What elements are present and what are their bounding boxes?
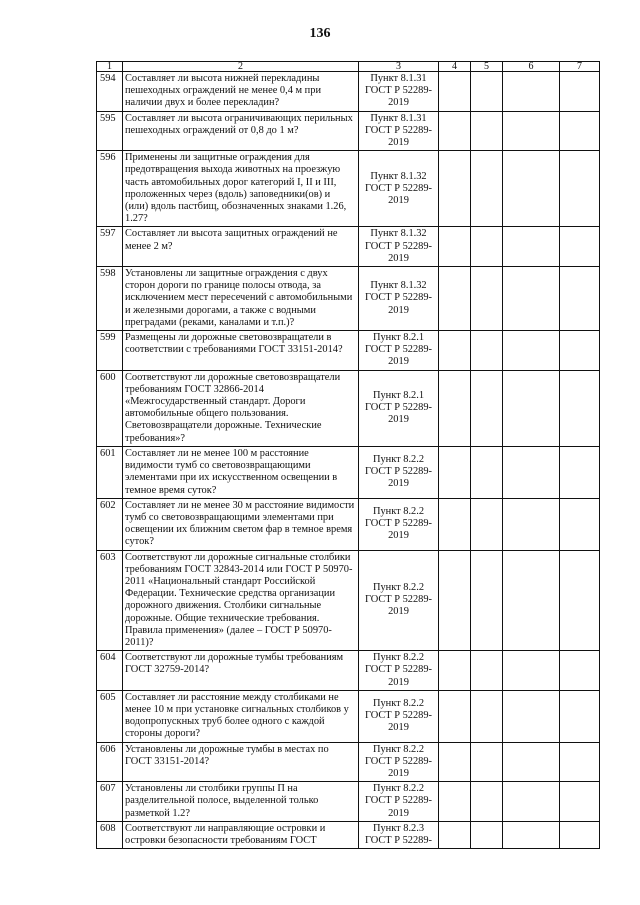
answer-cell-6 <box>503 72 560 112</box>
table-row <box>97 331 600 371</box>
answer-cell-5 <box>471 446 503 498</box>
answer-cell-7 <box>560 267 600 331</box>
table-row <box>97 111 600 151</box>
reference-cell: Пункт 8.1.31 ГОСТ Р 52289-2019 <box>359 111 439 151</box>
answer-cell-6 <box>503 651 560 691</box>
question-cell: Соответствуют ли дорожные тумбы требованиям ГОСТ 32759-2014? <box>123 651 359 691</box>
answer-cell-6 <box>503 111 560 151</box>
answer-cell-7 <box>560 331 600 371</box>
row-number: 607 <box>97 782 123 822</box>
answer-cell-4 <box>439 370 471 446</box>
answer-cell-6 <box>503 498 560 550</box>
row-number: 599 <box>97 331 123 371</box>
reference-cell: Пункт 8.2.2 ГОСТ Р 52289-2019 <box>359 498 439 550</box>
reference-cell: Пункт 8.2.2 ГОСТ Р 52289-2019 <box>359 446 439 498</box>
answer-cell-4 <box>439 446 471 498</box>
answer-cell-4 <box>439 331 471 371</box>
answer-cell-7 <box>560 151 600 227</box>
answer-cell-7 <box>560 651 600 691</box>
reference-cell: Пункт 8.2.2 ГОСТ Р 52289-2019 <box>359 550 439 651</box>
table-row <box>97 370 600 446</box>
table-row <box>97 151 600 227</box>
answer-cell-6 <box>503 370 560 446</box>
answer-cell-5 <box>471 227 503 267</box>
answer-cell-5 <box>471 111 503 151</box>
row-number: 595 <box>97 111 123 151</box>
answer-cell-7 <box>560 72 600 112</box>
question-cell: Соответствуют ли дорожные световозвращатели требованиям ГОСТ 32866-2014 «Межгосударственный стандарт. Дороги автомобильные общего пользования. Световозвращатели дорожные. Технические требования»? <box>123 370 359 446</box>
table-row <box>97 821 600 848</box>
answer-cell-5 <box>471 331 503 371</box>
reference-cell: Пункт 8.2.1 ГОСТ Р 52289-2019 <box>359 370 439 446</box>
answer-cell-6 <box>503 227 560 267</box>
table-row <box>97 782 600 822</box>
row-number: 605 <box>97 690 123 742</box>
answer-cell-7 <box>560 370 600 446</box>
table-row <box>97 550 600 651</box>
answer-cell-5 <box>471 651 503 691</box>
question-cell: Составляет ли не менее 100 м расстояние видимости тумб со световозвращающими элементами при их искусственном освещении в темное время суток? <box>123 446 359 498</box>
page-number: 136 <box>309 26 331 41</box>
reference-cell: Пункт 8.2.1 ГОСТ Р 52289-2019 <box>359 331 439 371</box>
answer-cell-6 <box>503 742 560 782</box>
answer-cell-6 <box>503 690 560 742</box>
answer-cell-6 <box>503 550 560 651</box>
question-cell: Установлены ли столбики группы П на разделительной полосе, выделенной только разметкой 1.2? <box>123 782 359 822</box>
answer-cell-4 <box>439 151 471 227</box>
column-header: 3 <box>359 62 439 72</box>
answer-cell-7 <box>560 446 600 498</box>
answer-cell-7 <box>560 550 600 651</box>
table-row <box>97 498 600 550</box>
row-number: 600 <box>97 370 123 446</box>
reference-cell: Пункт 8.2.2 ГОСТ Р 52289-2019 <box>359 782 439 822</box>
question-cell: Составляет ли не менее 30 м расстояние видимости тумб со световозвращающими элементами при освещении их ближним светом фар в темное время суток? <box>123 498 359 550</box>
row-number: 603 <box>97 550 123 651</box>
answer-cell-7 <box>560 498 600 550</box>
question-cell: Установлены ли защитные ограждения с двух сторон дороги по границе полосы отвода, за исключением мест пересечений с автомобильными и железными дорогами, а также с водными преградами (реками, каналами и т.п.)? <box>123 267 359 331</box>
table-row <box>97 267 600 331</box>
answer-cell-6 <box>503 267 560 331</box>
reference-cell: Пункт 8.2.2 ГОСТ Р 52289-2019 <box>359 742 439 782</box>
answer-cell-4 <box>439 111 471 151</box>
row-number: 601 <box>97 446 123 498</box>
reference-cell: Пункт 8.2.3 ГОСТ Р 52289- <box>359 821 439 848</box>
answer-cell-5 <box>471 550 503 651</box>
question-cell: Размещены ли дорожные световозвращатели в соответствии с требованиями ГОСТ 33151-2014? <box>123 331 359 371</box>
column-header: 1 <box>97 62 123 72</box>
row-number: 598 <box>97 267 123 331</box>
question-cell: Составляет ли высота нижней перекладины пешеходных ограждений не менее 0,4 м при наличии двух и более перекладин? <box>123 72 359 112</box>
answer-cell-5 <box>471 267 503 331</box>
column-header: 6 <box>503 62 560 72</box>
answer-cell-5 <box>471 370 503 446</box>
checklist-table <box>96 61 600 849</box>
answer-cell-7 <box>560 227 600 267</box>
table-row <box>97 742 600 782</box>
question-cell: Составляет ли расстояние между столбиками не менее 10 м при установке сигнальных столбиков у водопропускных труб более одного с каждой стороны дороги? <box>123 690 359 742</box>
table-row <box>97 446 600 498</box>
answer-cell-5 <box>471 151 503 227</box>
reference-cell: Пункт 8.1.32 ГОСТ Р 52289-2019 <box>359 151 439 227</box>
table-row <box>97 72 600 112</box>
row-number: 608 <box>97 821 123 848</box>
table-row <box>97 651 600 691</box>
table-row <box>97 690 600 742</box>
answer-cell-5 <box>471 498 503 550</box>
answer-cell-4 <box>439 72 471 112</box>
answer-cell-7 <box>560 742 600 782</box>
column-header: 5 <box>471 62 503 72</box>
question-cell: Составляет ли высота защитных ограждений не менее 2 м? <box>123 227 359 267</box>
answer-cell-5 <box>471 72 503 112</box>
question-cell: Соответствуют ли дорожные сигнальные столбики требованиям ГОСТ 32843-2014 или ГОСТ Р 50970-2011 «Национальный стандарт Российской Федерации. Технические средства организации дорожного движения. Столбики сигнальные дорожные. Общие технические требования. Правила применения» (далее – ГОСТ Р 50970-2011)? <box>123 550 359 651</box>
row-number: 594 <box>97 72 123 112</box>
answer-cell-7 <box>560 821 600 848</box>
answer-cell-5 <box>471 690 503 742</box>
answer-cell-4 <box>439 742 471 782</box>
answer-cell-7 <box>560 690 600 742</box>
answer-cell-4 <box>439 782 471 822</box>
column-header: 7 <box>560 62 600 72</box>
row-number: 596 <box>97 151 123 227</box>
answer-cell-5 <box>471 782 503 822</box>
column-header: 4 <box>439 62 471 72</box>
reference-cell: Пункт 8.2.2 ГОСТ Р 52289-2019 <box>359 690 439 742</box>
reference-cell: Пункт 8.2.2 ГОСТ Р 52289-2019 <box>359 651 439 691</box>
answer-cell-6 <box>503 151 560 227</box>
answer-cell-6 <box>503 446 560 498</box>
answer-cell-4 <box>439 690 471 742</box>
answer-cell-6 <box>503 821 560 848</box>
answer-cell-4 <box>439 821 471 848</box>
answer-cell-6 <box>503 331 560 371</box>
table-row <box>97 227 600 267</box>
answer-cell-4 <box>439 550 471 651</box>
answer-cell-4 <box>439 267 471 331</box>
answer-cell-7 <box>560 782 600 822</box>
reference-cell: Пункт 8.1.32 ГОСТ Р 52289-2019 <box>359 267 439 331</box>
answer-cell-7 <box>560 111 600 151</box>
answer-cell-4 <box>439 498 471 550</box>
question-cell: Составляет ли высота ограничивающих перильных пешеходных ограждений от 0,8 до 1 м? <box>123 111 359 151</box>
answer-cell-4 <box>439 651 471 691</box>
answer-cell-5 <box>471 821 503 848</box>
answer-cell-5 <box>471 742 503 782</box>
question-cell: Применены ли защитные ограждения для предотвращения выхода животных на проезжую часть автомобильных дорог категорий I, II и III, проложенных через (вдоль) заповедники(ов) и (или) вдоль пастбищ, обозначенных знаками 1.26, 1.27? <box>123 151 359 227</box>
reference-cell: Пункт 8.1.31 ГОСТ Р 52289-2019 <box>359 72 439 112</box>
row-number: 604 <box>97 651 123 691</box>
answer-cell-4 <box>439 227 471 267</box>
reference-cell: Пункт 8.1.32 ГОСТ Р 52289-2019 <box>359 227 439 267</box>
row-number: 602 <box>97 498 123 550</box>
answer-cell-6 <box>503 782 560 822</box>
header-row <box>97 62 600 72</box>
question-cell: Установлены ли дорожные тумбы в местах по ГОСТ 33151-2014? <box>123 742 359 782</box>
column-header: 2 <box>123 62 359 72</box>
row-number: 606 <box>97 742 123 782</box>
row-number: 597 <box>97 227 123 267</box>
question-cell: Соответствуют ли направляющие островки и островки безопасности требованиям ГОСТ <box>123 821 359 848</box>
